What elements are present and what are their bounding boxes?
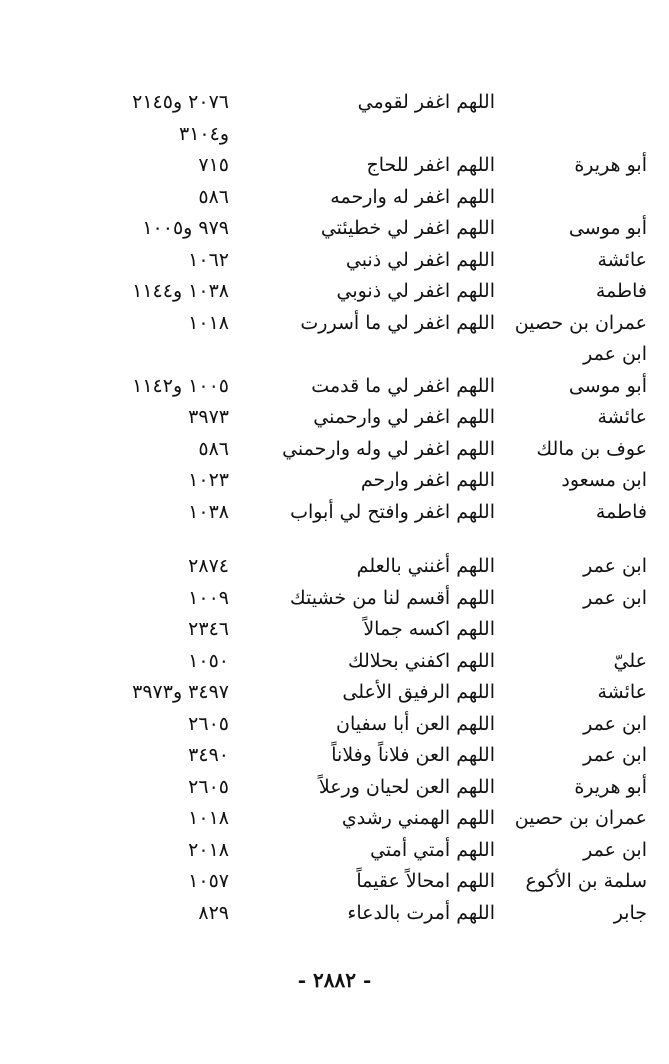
- index-entry: [0, 464, 669, 496]
- index-entry: [0, 181, 669, 213]
- hadith-phrase: اللهم اكسه جمالاً: [363, 618, 495, 640]
- hadith-phrase: اللهم أمرت بالدعاء: [347, 901, 495, 924]
- narrator-name: عائشة: [597, 406, 647, 428]
- hadith-numbers: ١٠٥٧: [188, 870, 229, 892]
- hadith-phrase: اللهم اكفني بحلالك: [347, 649, 495, 672]
- hadith-phrase: اللهم امحالاً عقيماً: [356, 870, 495, 892]
- hadith-numbers: ٨٢٩: [198, 901, 229, 924]
- index-entry: [0, 496, 669, 528]
- hadith-phrase: اللهم اغفر لي ما قدمت: [311, 374, 495, 397]
- narrator-name: عائشة: [597, 248, 647, 271]
- index-entry: [0, 739, 669, 771]
- index-entry: [0, 771, 669, 803]
- hadith-phrase: اللهم اغفر لي خطيئتي: [320, 217, 495, 239]
- hadith-phrase: اللهم اغفر لي ذنوبي: [336, 280, 495, 302]
- index-entry: [0, 645, 669, 677]
- index-entry: [0, 708, 669, 740]
- hadith-phrase: اللهم اغفر لي ما أسررت: [300, 311, 495, 334]
- hadith-phrase: اللهم أغنني بالعلم: [356, 555, 495, 577]
- index-entry: [0, 802, 669, 834]
- hadith-numbers: ٢٦٠٥: [188, 712, 229, 735]
- index-entry: [0, 149, 669, 181]
- index-entry: [0, 307, 669, 339]
- narrator-name: أبو هريرة: [574, 154, 647, 176]
- narrator-name: ابن عمر: [583, 744, 647, 766]
- index-entry: [0, 834, 669, 866]
- narrator-name: ابن مسعود: [561, 469, 647, 491]
- narrator-name: ابن عمر: [583, 712, 647, 735]
- index-entry: [0, 370, 669, 402]
- hadith-numbers: ١٠١٨: [188, 807, 229, 829]
- index-entry: [0, 212, 669, 244]
- narrator-name: عائشة: [597, 681, 647, 703]
- hadith-phrase: اللهم العن أبا سفيان: [336, 712, 495, 735]
- index-entry: [0, 613, 669, 645]
- index-entry: [0, 897, 669, 929]
- hadith-numbers: ٥٨٦: [198, 185, 229, 208]
- hadith-phrase: اللهم اغفر لي ذنبي: [345, 248, 495, 271]
- hadith-phrase: اللهم اغفر للحاج: [366, 154, 495, 176]
- index-entry: [0, 865, 669, 897]
- index-entry: [0, 244, 669, 276]
- narrator-name: فاطمة: [595, 500, 647, 523]
- hadith-numbers: ٣٩٧٣: [188, 406, 229, 428]
- hadith-phrase: اللهم العن فلاناً وفلاناً: [331, 744, 495, 766]
- hadith-phrase: اللهم الهمني رشدي: [341, 807, 495, 829]
- hadith-numbers: ٣٤٩٠: [188, 744, 229, 766]
- narrator-name: أبو هريرة: [574, 775, 647, 798]
- narrator-name: سلمة بن الأكوع: [525, 870, 647, 892]
- hadith-numbers: ١٠٠٩: [188, 586, 229, 609]
- hadith-numbers: ١٠٦٢: [188, 248, 229, 271]
- narrator-name: ابن عمر: [583, 343, 647, 365]
- hadith-index-list: [0, 86, 669, 928]
- hadith-numbers: ٢٨٧٤: [188, 555, 229, 577]
- hadith-numbers: ٥٨٦: [198, 437, 229, 460]
- index-entry: [0, 401, 669, 433]
- narrator-name: أبو موسى: [568, 374, 647, 397]
- hadith-phrase: اللهم أمتي أمتي: [370, 838, 495, 861]
- page-number: - ٢٨٨٢ -: [297, 968, 372, 992]
- hadith-numbers: ٧١٥: [198, 154, 229, 176]
- hadith-numbers: و٣١٠٤: [178, 122, 229, 145]
- index-entry: [0, 275, 669, 307]
- narrator-name: جابر: [613, 901, 647, 924]
- narrator-name: ابن عمر: [583, 586, 647, 609]
- hadith-phrase: اللهم اغفر لي وارحمني: [313, 406, 495, 428]
- index-entry: [0, 118, 669, 150]
- hadith-phrase: اللهم الرفيق الأعلى: [342, 681, 495, 703]
- hadith-numbers: ٩٧٩ و١٠٠٥: [142, 217, 229, 239]
- hadith-numbers: ١٠٢٣: [188, 469, 229, 491]
- narrator-name: عمران بن حصين: [514, 807, 647, 829]
- index-entry: [0, 550, 669, 582]
- narrator-name: أبو موسى: [568, 217, 647, 239]
- hadith-phrase: اللهم اغفر لي وله وارحمني: [282, 437, 495, 460]
- narrator-name: عليّ: [613, 649, 647, 672]
- narrator-name: فاطمة: [595, 280, 647, 302]
- hadith-numbers: ٢٠١٨: [188, 838, 229, 861]
- narrator-name: عمران بن حصين: [514, 311, 647, 334]
- hadith-numbers: ١٠٣٨: [188, 500, 229, 523]
- index-entry: [0, 676, 669, 708]
- hadith-numbers: ٢٠٧٦ و٢١٤٥: [132, 91, 229, 113]
- hadith-numbers: ٣٤٩٧ و٣٩٧٣: [132, 681, 229, 703]
- hadith-phrase: اللهم اغفر له وارحمه: [330, 185, 495, 208]
- hadith-phrase: اللهم أقسم لنا من خشيتك: [289, 586, 495, 609]
- index-entry: [0, 433, 669, 465]
- hadith-phrase: اللهم العن لحيان ورعلاً: [318, 775, 495, 798]
- hadith-numbers: ١٠٥٠: [188, 649, 229, 672]
- index-entry: [0, 86, 669, 118]
- hadith-numbers: ١٠٠٥ و١١٤٢: [132, 374, 229, 397]
- index-entry: [0, 582, 669, 614]
- hadith-numbers: ٢٣٤٦: [188, 618, 229, 640]
- narrator-name: عوف بن مالك: [536, 437, 647, 460]
- hadith-numbers: ٢٦٠٥: [188, 775, 229, 798]
- hadith-phrase: اللهم اغفر لقومي: [357, 91, 495, 113]
- narrator-name: ابن عمر: [583, 555, 647, 577]
- hadith-numbers: ١٠١٨: [188, 311, 229, 334]
- hadith-numbers: ١٠٣٨ و١١٤٤: [132, 280, 229, 302]
- hadith-phrase: اللهم اغفر وارحم: [360, 469, 495, 491]
- index-entry: [0, 338, 669, 370]
- hadith-phrase: اللهم اغفر وافتح لي أبواب: [290, 500, 495, 523]
- narrator-name: ابن عمر: [583, 838, 647, 861]
